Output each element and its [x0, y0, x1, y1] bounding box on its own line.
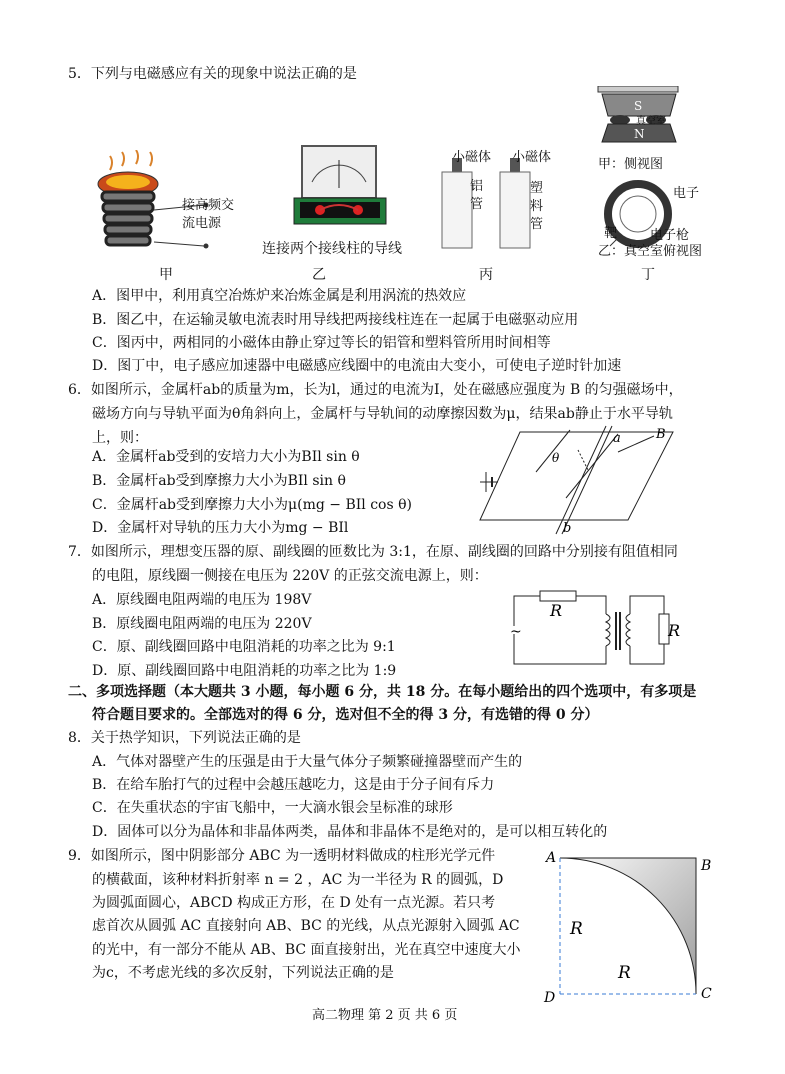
primary-resistor-label: R [550, 601, 563, 620]
q6-stem-line-1: 6．如图所示，金属杆ab的质量为m，长为l，通过的电流为I，处在磁感应强度为 B 的匀强磁场中， [68, 382, 683, 398]
q8-stem: 8．关于热学知识，下列说法正确的是 [68, 730, 301, 746]
q9-stem-line-1: 9．如图所示，图中阴影部分 ABC 为一透明材料做成的柱形光学元件 [68, 848, 496, 864]
n-pole-label: N [634, 127, 645, 141]
point-a-label: A [546, 850, 557, 866]
q8-option-b: B．在给车胎打气的过程中会越压越吃力，这是由于分子间有斥力 [92, 777, 495, 793]
caption-ding: 丁 [641, 267, 655, 283]
q7-option-d: D．原、副线圈回路中电阻消耗的功率之比为 1:9 [92, 663, 397, 679]
secondary-resistor-label: R [668, 621, 681, 640]
electron-gun-label: 电子枪 [650, 228, 690, 243]
point-b-label: B [701, 858, 712, 874]
q5-option-a: A．图甲中，利用真空冶炼炉来冶炼金属是利用涡流的热效应 [92, 288, 467, 304]
target-label: 靶 [604, 226, 618, 241]
q6-stem-line-3: 上，则： [92, 430, 148, 446]
top-view-label: 乙：真空室俯视图 [598, 244, 703, 259]
transformer-figure [508, 584, 684, 670]
q5-stem: 5．下列与电磁感应有关的现象中说法正确的是 [68, 66, 357, 82]
plastic-tube-label: 塑料管 [530, 181, 544, 232]
rail-label-b: b [563, 521, 572, 536]
q8-option-a: A．气体对器壁产生的压强是由于大量气体分子频繁碰撞器壁而产生的 [92, 754, 523, 770]
galvanometer-caption: 连接两个接线柱的导线 [262, 241, 402, 257]
q9-stem-line-3: 为圆弧面圆心，ABCD 构成正方形，在 D 处有一点光源。若只考 [92, 895, 496, 911]
q8-option-d: D．固体可以分为晶体和非晶体两类，晶体和非晶体不是绝对的，是可以相互转化的 [92, 824, 608, 840]
caption-jia: 甲 [159, 267, 173, 283]
q9-stem-line-6: 为c，不考虑光线的多次反射，下列说法正确的是 [92, 965, 394, 981]
radius-bottom-label: R [618, 963, 631, 983]
q7-stem-line-1: 7．如图所示，理想变压器的原、副线圈的匝数比为 3:1，在原、副线圈的回路中分别接有阻值相同 [68, 544, 678, 560]
q6-option-a: A．金属杆ab受到的安培力大小为BIl sin θ [92, 449, 360, 465]
aluminum-tube-label: 铝管 [470, 179, 484, 212]
galvanometer-figure [290, 142, 390, 234]
page-footer: 高二物理 第 2 页 共 6 页 [312, 1008, 458, 1023]
q9-stem-line-2: 的横截面，该种材料折射率 n = 2 ，AC 为一半径为 R 的圆弧，D [92, 872, 504, 888]
caption-yi: 乙 [312, 267, 326, 283]
q5-option-d: D．图丁中，电子感应加速器中电磁感应线圈中的电流由大变小，可使电子逆时针加速 [92, 358, 622, 374]
s-pole-label: S [634, 99, 643, 113]
section2-line-1: 二、多项选择题（本大题共 3 小题，每小题 6 分，共 18 分。在每小题给出的四个选项中，有多项是 [68, 684, 697, 700]
section2-line-2: 符合题目要求的。全部选对的得 6 分，选对但不全的得 3 分，有选错的得 0 分） [92, 707, 599, 723]
rail-figure [478, 422, 688, 542]
q6-option-b: B．金属杆ab受到摩擦力大小为BIl sin θ [92, 473, 346, 489]
tubes-figure [440, 150, 540, 252]
q9-stem-line-5: 的光中，有一部分不能从 AB、BC 面直接射出，光在真空中速度大小 [92, 942, 521, 958]
rail-label-a: a [613, 431, 621, 446]
q7-option-b: B．原线圈电阻两端的电压为 220V [92, 616, 312, 632]
optical-element-figure [540, 848, 720, 1004]
side-view-label: 甲：侧视图 [598, 157, 664, 172]
furnace-label: 接高频交 流电源 [182, 198, 235, 231]
q9-stem-line-4: 虑首次从圆弧 AC 直接射向 AB、BC 的光线，从点光源射入圆弧 AC [92, 918, 520, 934]
q6-stem-line-2: 磁场方向与导轨平面为θ角斜向上，金属杆与导轨间的动摩擦因数为μ，结果ab静止于水平导轨 [92, 406, 673, 422]
q5-option-b: B．图乙中，在运输灵敏电流表时用导线把两接线柱连在一起属于电磁驱动应用 [92, 312, 579, 328]
q7-option-c: C．原、副线圈回路中电阻消耗的功率之比为 9:1 [92, 639, 396, 655]
magnet-label-1: 小磁体 [452, 150, 492, 165]
vacuum-chamber-label: 真空室 [636, 116, 666, 127]
point-d-label: D [544, 990, 556, 1004]
caption-bing: 丙 [479, 267, 493, 283]
point-c-label: C [701, 986, 712, 1002]
q5-option-c: C．图丙中，两相同的小磁体由静止穿过等长的铝管和塑料管所用时间相等 [92, 335, 551, 351]
rail-label-theta: θ [552, 451, 560, 465]
q7-option-a: A．原线圈电阻两端的电压为 198V [92, 592, 312, 608]
q7-stem-line-2: 的电阻，原线圈一侧接在电压为 220V 的正弦交流电源上，则： [92, 568, 488, 584]
q6-option-c: C．金属杆ab受到摩擦力大小为μ(mg − BIl cos θ) [92, 497, 412, 513]
radius-left-label: R [570, 919, 583, 939]
magnet-label-2: 小磁体 [512, 150, 552, 165]
electron-label: 电子 [673, 186, 700, 201]
q8-option-c: C．在失重状态的宇宙飞船中，一大滴水银会呈标准的球形 [92, 800, 453, 816]
ac-source-symbol: ~ [510, 624, 522, 640]
q6-option-d: D．金属杆对导轨的压力大小为mg − BIl [92, 520, 349, 536]
rail-label-B: B [656, 427, 666, 442]
